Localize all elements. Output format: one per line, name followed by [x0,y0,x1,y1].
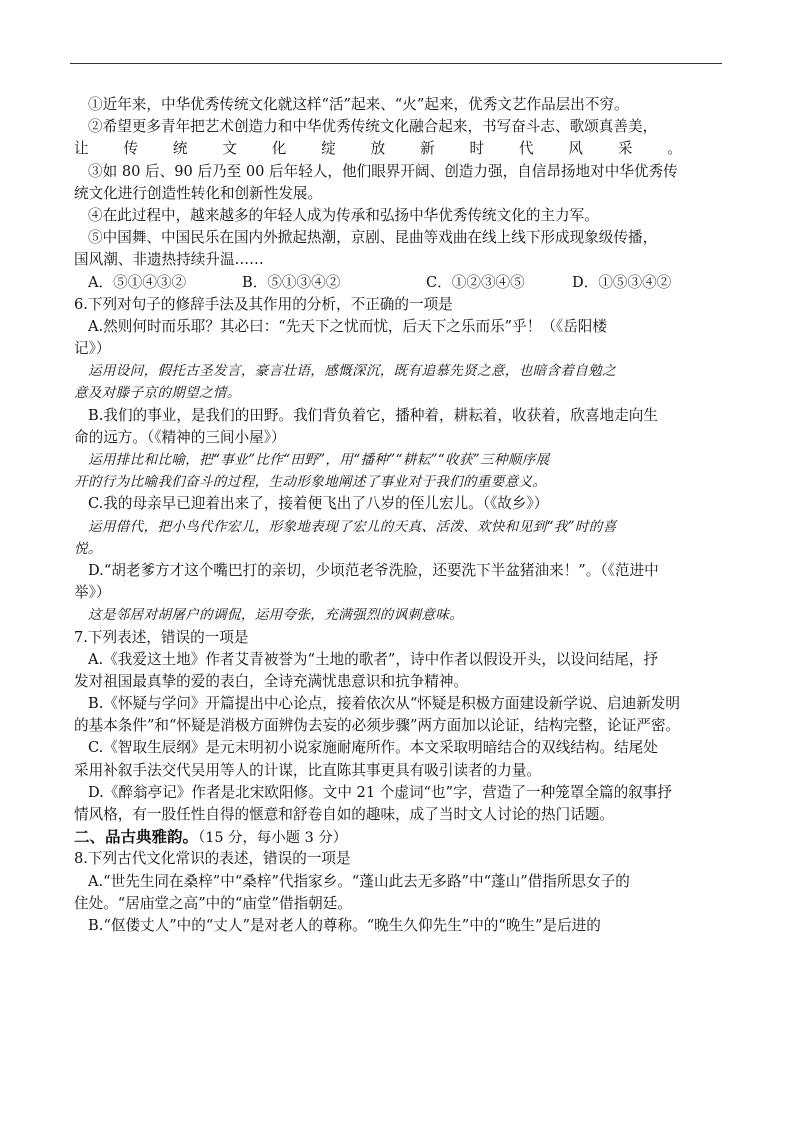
q6-option-c[interactable]: C.我的母亲早已迎着出来了，接着便飞出了八岁的侄儿宏儿。（《故乡》） [88,495,549,513]
q6-option-d[interactable]: D.“胡老爹方才这个嘴巴打的亲切，少顷范老爷洗脸，还要洗下半盆猪油来！”。（《范进中 [88,561,659,579]
section-heading [74,826,722,848]
sentence-2-spread: 让 传 统 文 化 绽 放 新 时 代 风 采 。 [74,140,682,158]
q7-option-c-cont: 采用补叙手法交代吴用等人的计谋，比直陈其事更具有吸引读者的力量。 [74,761,542,779]
q8-option-a-cont: 住处。“居庙堂之高”中的“庙堂”借指朝廷。 [74,894,352,912]
q7-option-d[interactable]: D.《醉翁亭记》作者是北宋欧阳修。文中 21 个虚词“也”字，营造了一种笼罩全篇的叙事抒 [88,783,672,801]
sentence-2: ②希望更多青年把艺术创造力和中华优秀传统文化融合起来，书写奋斗志、歌颂真善美， [88,118,658,136]
sentence-4: ④在此过程中，越来越多的年轻人成为传承和弘扬中华优秀传统文化的主力军。 [88,206,599,224]
q6-d-analysis: 这是邻居对胡屠户的调侃，运用夸张，充满强烈的讽刺意味。 [88,607,464,624]
sentence-5-cont: 国风潮、非遗热持续升温…… [74,251,264,269]
q6-a-analysis-cont: 意及对滕子京的期望之情。 [74,385,241,402]
option-c[interactable]: C．①②③④⑤ [426,273,525,291]
q8-stem: 8.下列古代文化常识的表述，错误的一项是 [74,850,351,868]
q7-option-c[interactable]: C.《智取生辰纲》是元末明初小说家施耐庵所作。本文采取明暗结合的双线结构。结尾处 [88,739,658,757]
option-d[interactable]: D．①⑤③④② [572,273,672,291]
exam-page [74,94,722,937]
q6-a-analysis: 运用设问，假托古圣发言，豪言壮语，感慨深沉，既有追慕先贤之意，也暗含着自勉之 [88,363,616,380]
q7-stem: 7.下列表述，错误的一项是 [74,628,249,646]
sentence-5: ⑤中国舞、中国民乐在国内外掀起热潮，京剧、昆曲等戏曲在线上线下形成现象级传播， [88,229,658,247]
sentence-1: ①近年来，中华优秀传统文化就这样“活”起来、“火”起来，优秀文艺作品层出不穷。 [88,96,629,113]
q6-option-d-cont: 举》） [74,584,111,602]
q6-option-a[interactable]: A.然则何时而乐耶？其必曰：“先天下之忧而忧，后天下之乐而乐”乎！（《岳阳楼 [88,317,607,335]
q7-option-a[interactable]: A.《我爱这土地》作者艾青被誉为“土地的歌者”，诗中作者以假设开头，以设问结尾，抒 [88,650,659,668]
section-score-note: （15 分，每小题 3 分） [198,830,348,847]
option-a[interactable]: A．⑤①④③② [88,273,187,291]
q6-c-analysis-cont: 悦。 [74,540,102,557]
section-title: 二、品古典雅韵。 [74,827,199,847]
q6-option-b-cont: 命的远方。（《精神的三间小屋》） [74,428,286,446]
header-rule [70,63,722,64]
q6-c-analysis: 运用借代，把小鸟代作宏儿，形象地表现了宏儿的天真、活泼、欢快和见到“我”时的喜 [88,518,617,535]
q7-option-d-cont: 情风格，有一股任性自得的惬意和舒卷自如的趣味，成了当时文人讨论的热门话题。 [74,806,614,823]
option-b[interactable]: B．⑤①③④② [242,273,341,291]
q5-options [74,272,722,294]
sentence-3-cont: 统文化进行创造性转化和创新性发展。 [74,184,323,202]
q6-stem: 6.下列对句子的修辞手法及其作用的分析，不正确的一项是 [74,295,453,313]
q7-option-b[interactable]: B.《怀疑与学问》开篇提出中心论点，接着依次从“怀疑是积极方面建设新学说、启迪新发明 [88,695,680,713]
q6-b-analysis: 运用排比和比喻，把“事业”比作“田野”，用“播种”“耕耘”“收获”三种顺序展 [88,452,550,468]
q6-b-analysis-cont: 开的行为比喻我们奋斗的过程，生动形象地阐述了事业对于我们的重要意义。 [74,474,547,491]
sentence-3: ③如 80 后、90 后乃至 00 后年轻人，他们眼界开阔、创造力强，自信昂扬地对中华优秀传 [88,162,678,180]
q7-option-a-cont: 发对祖国最真挚的爱的表白，全诗充满忧患意识和抗争精神。 [74,672,469,690]
q8-option-a[interactable]: A.“世先生同在桑梓”中“桑梓”代指家乡。“蓬山此去无多路”中“蓬山”借指所思女子的 [88,872,630,890]
q6-option-a-cont: 记》） [74,340,111,358]
q7-option-b-cont: 的基本条件”和“怀疑是消极方面辨伪去妄的必须步骤”两方面加以论证，结构完整，论证严密。 [74,717,681,735]
q6-option-b[interactable]: B.我们的事业，是我们的田野。我们背负着它，播种着，耕耘着，收获着，欣喜地走向生 [88,406,658,424]
q8-option-b[interactable]: B.“伛偻丈人”中的“丈人”是对老人的尊称。“晚生久仰先生”中的“晚生”是后进的 [88,916,601,934]
